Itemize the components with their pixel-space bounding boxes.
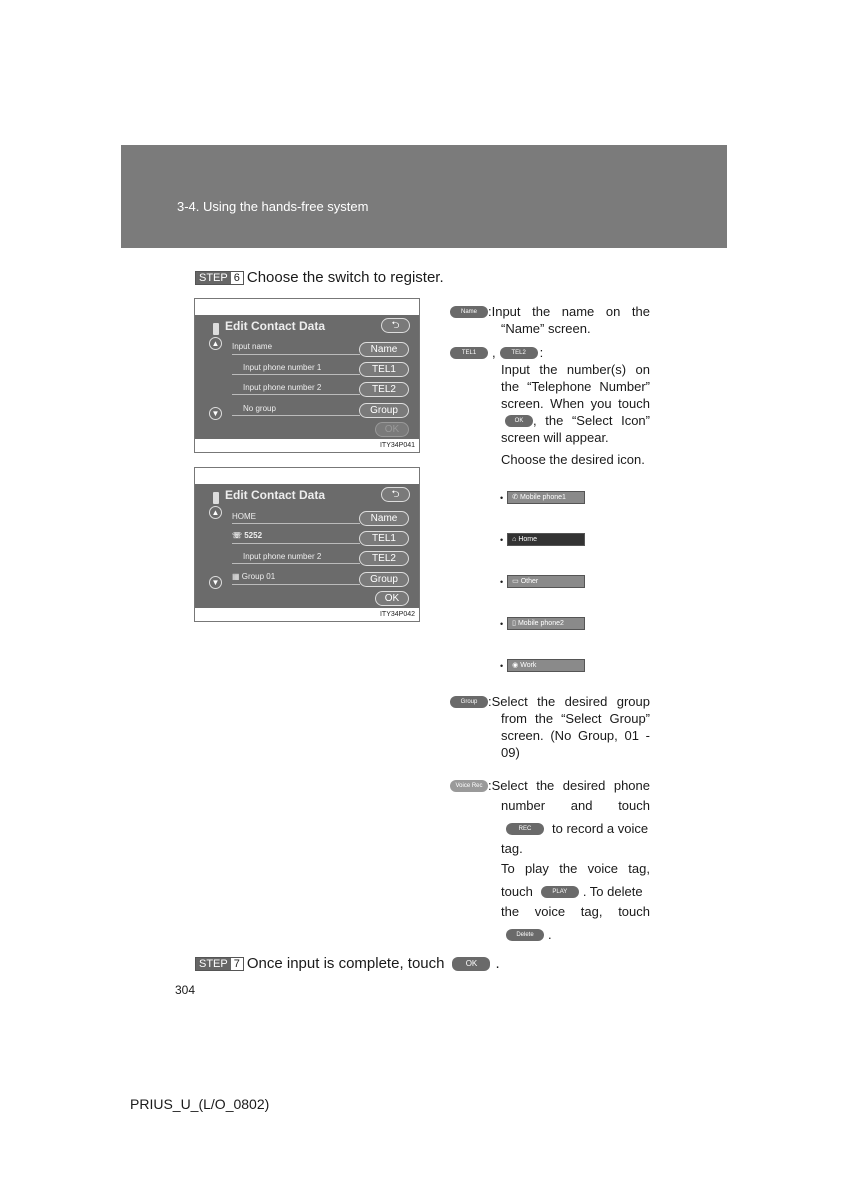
page-number: 304 <box>175 983 196 997</box>
name-description: Name :Input the name on the “Name” screen. <box>450 303 650 337</box>
ok-pill: OK <box>452 957 490 971</box>
scroll-up-icon[interactable]: ▲ <box>209 337 222 350</box>
tel2-button[interactable]: TEL2 <box>359 382 409 397</box>
tel2-button[interactable]: TEL2 <box>359 551 409 566</box>
tel1-pill: TEL1 <box>450 347 488 359</box>
name-pill: Name <box>450 306 488 318</box>
tel1-button[interactable]: TEL1 <box>359 531 409 546</box>
group-button[interactable]: Group <box>359 403 409 418</box>
row-tel1: Input phone number 1 <box>243 363 322 372</box>
icon-option[interactable]: • ▭ Other <box>500 575 585 588</box>
row-tel1: ☏ 5252 <box>232 531 263 540</box>
screenshot-2 <box>194 467 420 622</box>
header-band <box>121 145 727 248</box>
group-description: Group :Select the desired group from the “Select Group” screen. (No Group, 01 - 09) <box>450 693 650 761</box>
voice-rec-pill: Voice Rec <box>450 780 488 792</box>
step-7-text: Once input is complete, touch <box>246 955 445 972</box>
ok-button[interactable]: OK <box>375 591 409 606</box>
scroll-down-icon[interactable]: ▼ <box>209 576 222 589</box>
icon-option[interactable]: • ✆ Mobile phone1 <box>500 491 585 504</box>
phone-icon <box>213 492 219 504</box>
name-button[interactable]: Name <box>359 511 409 526</box>
back-button[interactable]: ⮌ <box>381 487 410 502</box>
icon-option[interactable]: • ▯ Mobile phone2 <box>500 617 585 630</box>
delete-pill: Delete <box>506 929 544 941</box>
step-7: STEP 7 Once input is complete, touch OK . <box>195 955 500 972</box>
step-badge: STEP 6 <box>195 271 244 285</box>
icon-option[interactable]: • ⌂ Home <box>500 533 585 546</box>
step-6-text: Choose the switch to register. <box>246 269 444 286</box>
back-button[interactable]: ⮌ <box>381 318 410 333</box>
figure-code: ITY34P042 <box>379 611 415 618</box>
tel-description: TEL1 , TEL2 : Input the number(s) on the “Telephone Number” screen. When you touch OK , the “Select Icon” screen will appear. Choose the desired icon. <box>450 344 650 468</box>
voice-description: Voice Rec :Select the desired phone number and touch REC to record a voice tag. To play the voice tag, touch PLAY . To delete the voice tag, touch Delete . <box>450 776 650 945</box>
tel2-pill: TEL2 <box>500 347 538 359</box>
row-group: ▦ Group 01 <box>232 572 276 581</box>
footer-code: PRIUS_U_(L/O_0802) <box>130 1096 270 1112</box>
screen-title: Edit Contact Data <box>225 319 326 333</box>
ok-pill: OK <box>505 415 533 427</box>
step-6 <box>195 269 444 286</box>
row-tel2: Input phone number 2 <box>243 552 322 561</box>
scroll-down-icon[interactable]: ▼ <box>209 407 222 420</box>
screenshot-1 <box>194 298 420 453</box>
group-button[interactable]: Group <box>359 572 409 587</box>
step-badge: STEP 7 <box>195 957 244 971</box>
figure-code: ITY34P041 <box>379 442 415 449</box>
group-pill: Group <box>450 696 488 708</box>
play-pill: PLAY <box>541 886 579 898</box>
name-button[interactable]: Name <box>359 342 409 357</box>
tel1-button[interactable]: TEL1 <box>359 362 409 377</box>
phone-icon <box>213 323 219 335</box>
screen-title: Edit Contact Data <box>225 488 326 502</box>
row-group: No group <box>243 404 276 413</box>
row-name: HOME <box>232 512 256 521</box>
section-title: 3-4. Using the hands-free system <box>177 199 369 214</box>
ok-button[interactable]: OK <box>375 422 409 437</box>
scroll-up-icon[interactable]: ▲ <box>209 506 222 519</box>
row-name: Input name <box>232 342 273 351</box>
icon-option[interactable]: • ◉ Work <box>500 659 585 672</box>
row-tel2: Input phone number 2 <box>243 383 322 392</box>
rec-pill: REC <box>506 823 544 835</box>
